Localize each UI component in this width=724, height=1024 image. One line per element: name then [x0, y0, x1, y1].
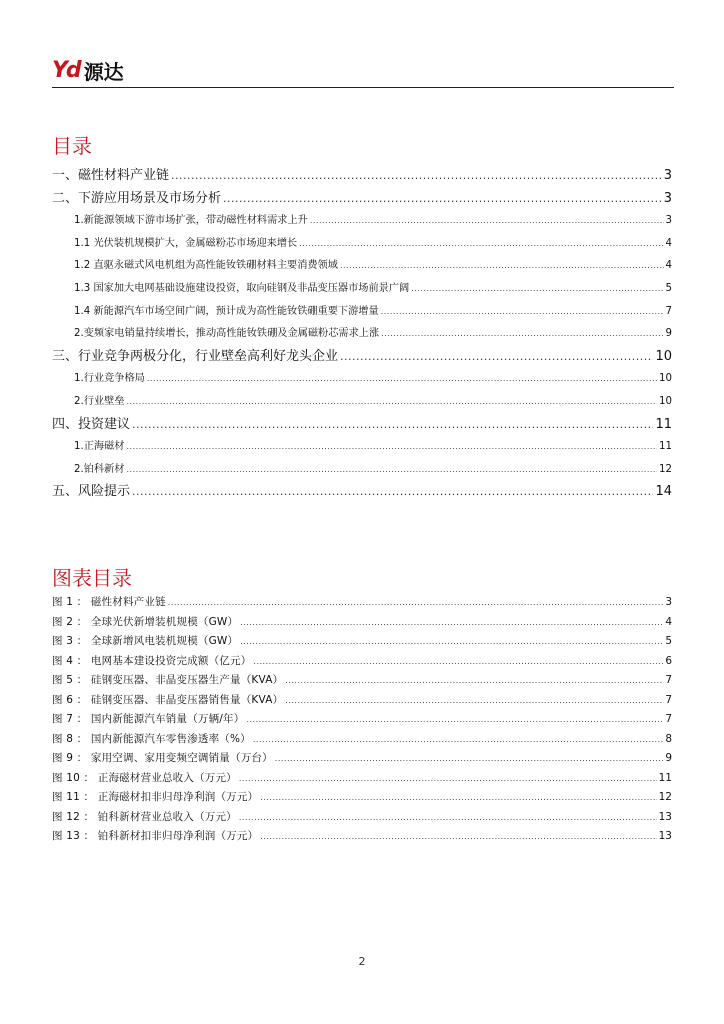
toc-entry[interactable]	[52, 459, 672, 482]
dot-leader	[147, 368, 657, 391]
toc-entry-label: 2.变频家电销量持续增长，推动高性能钕铁硼及金属磁粉芯需求上涨	[74, 328, 380, 340]
dot-leader	[253, 652, 663, 672]
figures-entry-page: 11	[658, 771, 672, 784]
dot-leader	[239, 808, 657, 828]
logo-text: 源达	[83, 59, 124, 84]
toc-entry-page: 5	[665, 282, 672, 294]
figures-entry[interactable]	[52, 691, 672, 711]
dot-leader	[381, 323, 663, 346]
toc-entry[interactable]	[52, 368, 672, 391]
figures-entry[interactable]	[52, 827, 672, 847]
figures-entry-page: 8	[665, 732, 672, 745]
dot-leader	[168, 593, 664, 613]
figures-entry[interactable]	[52, 710, 672, 730]
figures-entry-label: 图 9 ： 家用空调、家用变频空调销量（万台）	[52, 752, 273, 764]
dot-leader	[275, 749, 664, 769]
figures-entry[interactable]	[52, 632, 672, 652]
toc-entry-page: 4	[665, 237, 672, 249]
figures-entry-page: 7	[665, 674, 672, 686]
toc-entry-label: 四、投资建议	[52, 416, 131, 432]
dot-leader	[260, 788, 656, 808]
toc-entry-label: 1.正海磁材	[74, 441, 125, 453]
toc-entry-label: 1.1 光伏装机规模扩大，金属磁粉芯市场迎来增长	[74, 237, 298, 249]
toc-entry-page: 10	[659, 395, 672, 407]
toc-entry-page: 7	[665, 305, 672, 317]
figures-entry-page: 5	[665, 635, 672, 647]
toc-entry-label: 2.铂科新材	[74, 463, 125, 475]
toc-entry-label: 1.新能源领域下游市场扩张，带动磁性材料需求上升	[74, 215, 308, 227]
toc-entry[interactable]	[52, 481, 672, 504]
toc-entry-page: 12	[659, 463, 672, 475]
toc-entry-label: 1.2 直驱永磁式风电机组为高性能钕铁硼材料主要消费领域	[74, 260, 338, 272]
toc-entry-page: 3	[663, 168, 672, 183]
dot-leader	[340, 346, 653, 369]
toc-entry[interactable]	[52, 391, 672, 414]
dot-leader	[132, 414, 653, 437]
figures-entry-label: 图 13 ： 铂科新材扣非归母净利润（万元）	[52, 830, 259, 842]
toc-entry[interactable]	[52, 210, 672, 233]
figures-list	[52, 593, 672, 847]
toc-entry-page: 9	[665, 328, 672, 340]
header-logo	[52, 56, 124, 84]
figures-entry-label: 图 1 ： 磁性材料产业链	[52, 596, 166, 608]
figures-entry-label: 图 5 ： 硅钢变压器、非晶变压器生产量（KVA）	[52, 674, 284, 686]
figures-entry-label: 图 2 ： 全球光伏新增装机规模（GW）	[52, 615, 239, 628]
dot-leader	[171, 165, 662, 188]
logo-mark: Yd	[52, 57, 80, 83]
toc-entry[interactable]	[52, 414, 672, 437]
toc-entry[interactable]	[52, 165, 672, 188]
dot-leader	[381, 301, 664, 324]
dot-leader	[299, 233, 663, 256]
dot-leader	[285, 671, 663, 691]
dot-leader	[246, 710, 663, 730]
figures-entry-label: 图 6 ： 硅钢变压器、非晶变压器销售量（KVA）	[52, 693, 284, 706]
figures-entry[interactable]	[52, 769, 672, 789]
dot-leader	[126, 436, 657, 459]
figures-entry[interactable]	[52, 671, 672, 691]
figures-entry-label: 图 8 ： 国内新能源汽车零售渗透率（%）	[52, 732, 251, 745]
figures-title: 图表目录	[52, 566, 132, 590]
toc-entry-page: 11	[659, 441, 672, 453]
dot-leader	[132, 481, 653, 504]
toc-entry-label: 1.行业竞争格局	[74, 373, 145, 385]
figures-entry[interactable]	[52, 808, 672, 828]
figures-entry-label: 图 7 ： 国内新能源汽车销量（万辆/年）	[52, 713, 245, 725]
toc-entry-page: 10	[659, 373, 672, 385]
dot-leader	[240, 613, 663, 633]
toc-entry[interactable]	[52, 278, 672, 301]
toc-list	[52, 165, 672, 504]
dot-leader	[285, 691, 663, 711]
dot-leader	[340, 255, 664, 278]
toc-entry-page: 4	[665, 260, 672, 272]
toc-entry-label: 1.3 国家加大电网基础设施建设投资，取向硅钢及非晶变压器市场前景广阔	[74, 282, 410, 294]
figures-entry-page: 7	[665, 713, 672, 725]
figures-entry-label: 图 12 ： 铂科新材营业总收入（万元）	[52, 810, 237, 823]
toc-entry-page: 3	[665, 215, 672, 227]
dot-leader	[253, 730, 663, 750]
figures-entry[interactable]	[52, 788, 672, 808]
figures-entry[interactable]	[52, 613, 672, 633]
dot-leader	[310, 210, 664, 233]
figures-entry-page: 9	[665, 752, 672, 764]
toc-entry-label: 一、磁性材料产业链	[52, 168, 170, 183]
toc-entry[interactable]	[52, 301, 672, 324]
figures-entry-page: 3	[665, 596, 672, 608]
toc-entry-label: 五、风险提示	[52, 484, 131, 500]
figures-entry-label: 图 4 ： 电网基本建设投资完成额（亿元）	[52, 654, 252, 667]
figures-entry-page: 13	[658, 810, 672, 823]
toc-entry-label: 二、下游应用场景及市场分析	[52, 190, 222, 206]
page-number: 2	[358, 955, 366, 968]
toc-title: 目录	[52, 134, 92, 158]
figures-entry[interactable]	[52, 730, 672, 750]
figures-entry-page: 4	[665, 615, 672, 628]
figures-entry[interactable]	[52, 749, 672, 769]
figures-entry-label: 图 10 ： 正海磁材营业总收入（万元）	[52, 771, 237, 784]
toc-entry[interactable]	[52, 233, 672, 256]
figures-entry-page: 6	[665, 654, 672, 667]
dot-leader	[260, 827, 656, 847]
toc-entry[interactable]	[52, 255, 672, 278]
toc-entry-page: 14	[655, 484, 672, 500]
dot-leader	[223, 188, 662, 211]
toc-entry-label: 1.4 新能源汽车市场空间广阔，预计成为高性能钕铁硼重要下游增量	[74, 305, 379, 317]
toc-entry-label: 2.行业壁垒	[74, 395, 125, 407]
figures-entry-label: 图 3 ： 全球新增风电装机规模（GW）	[52, 635, 239, 647]
header-divider	[52, 87, 674, 88]
toc-entry[interactable]	[52, 346, 672, 369]
toc-entry[interactable]	[52, 323, 672, 346]
figures-entry[interactable]	[52, 652, 672, 672]
figures-entry-page: 7	[665, 693, 672, 706]
figures-entry-page: 12	[658, 791, 672, 803]
dot-leader	[240, 632, 663, 652]
figures-entry[interactable]	[52, 593, 672, 613]
toc-entry[interactable]	[52, 436, 672, 459]
dot-leader	[126, 459, 657, 482]
toc-entry-page: 11	[655, 416, 672, 432]
figures-entry-label: 图 11 ： 正海磁材扣非归母净利润（万元）	[52, 791, 259, 803]
toc-entry-page: 3	[663, 190, 672, 206]
toc-entry-label: 三、行业竞争两极分化，行业壁垒高利好龙头企业	[52, 348, 339, 364]
toc-entry[interactable]	[52, 188, 672, 211]
dot-leader	[239, 769, 657, 789]
dot-leader	[126, 391, 657, 414]
toc-entry-page: 10	[655, 348, 672, 364]
figures-entry-page: 13	[658, 830, 672, 842]
dot-leader	[411, 278, 663, 301]
